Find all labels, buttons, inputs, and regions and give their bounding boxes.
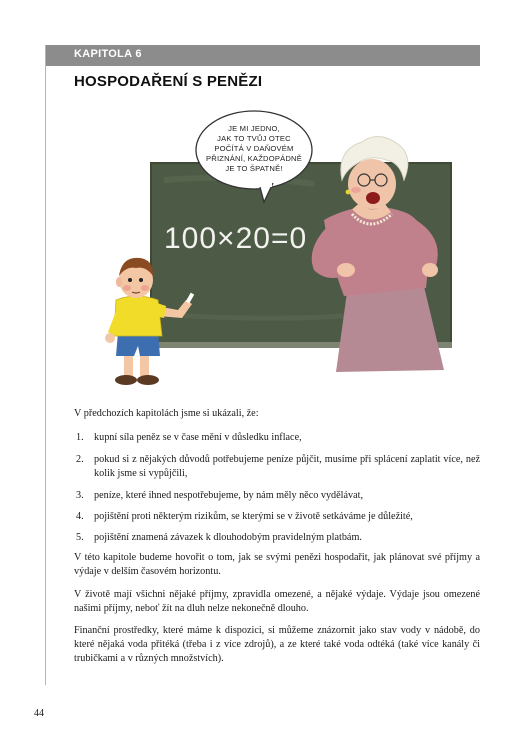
list-item — [74, 453, 480, 481]
margin-rule — [45, 45, 46, 685]
chapter-label: KAPITOLA 6 — [74, 48, 142, 60]
list-item — [74, 489, 480, 503]
chapter-title: HOSPODAŘENÍ S PENĚZI — [74, 73, 263, 90]
paragraph: V této kapitole budeme hovořit o tom, jak se svými penězi hospodařit, jak plánovat své příjmy a výdaje v delším časovém horizontu. — [74, 552, 480, 577]
list-item-number: 2. — [76, 454, 84, 465]
list-item-text: kupní síla peněz se v čase mění v důsledku inflace, — [94, 432, 302, 443]
blackboard-equation: 100×20=0 — [164, 222, 308, 255]
paragraph: Finanční prostředky, které máme k dispozici, si můžeme znázornit jako stav vody v nádobě, do které nějaká voda přitéká (třeba i z více zdrojů), a ze které také voda odtéká (také více kanály či trubičkami a v různých množstvích). — [74, 625, 480, 664]
bubble-line-2: JAK TO TVŮJ OTEC — [217, 134, 291, 143]
intro-line: V předchozích kapitolách jsme si ukázali, že: — [74, 408, 259, 419]
classroom-illustration — [74, 110, 479, 393]
page-number: 44 — [34, 708, 44, 719]
list-item-text: pojištění proti některým rizikům, se kterými se v životě setkáváme je důležité, — [94, 511, 413, 522]
list-item — [74, 510, 480, 524]
list-item-text: pojištění znamená závazek k dlouhodobým pravidelným platbám. — [94, 532, 362, 543]
list-item-number: 4. — [76, 511, 84, 522]
bubble-line-5: JE TO ŠPATNĚ! — [225, 164, 283, 173]
list-item — [74, 531, 480, 545]
list-item-text: pokud si z nějakých důvodů potřebujeme peníze půjčit, musíme při splácení zaplatit více, než kolik jsme si vypůjčili, — [94, 454, 480, 479]
bubble-line-3: POČÍTÁ V DAŇOVÉM — [214, 144, 294, 153]
list-item-number: 1. — [76, 432, 84, 443]
chapter-band — [46, 45, 480, 66]
list-item — [74, 431, 480, 445]
list-item-number: 3. — [76, 490, 84, 501]
paragraph: V životě mají všichni nějaké příjmy, zpravidla omezené, a nějaké výdaje. Výdaje jsou omezené našimi příjmy, neboť žít na dluh nelze nekonečně dlouho. — [74, 589, 480, 614]
bubble-line-1: JE MI JEDNO, — [228, 124, 280, 133]
list-item-number: 5. — [76, 532, 84, 543]
bubble-line-4: PŘIZNÁNÍ, KAŽDOPÁDNĚ — [206, 154, 302, 163]
list-item-text: peníze, které ihned nespotřebujeme, by nám měly něco vydělávat, — [94, 490, 364, 501]
